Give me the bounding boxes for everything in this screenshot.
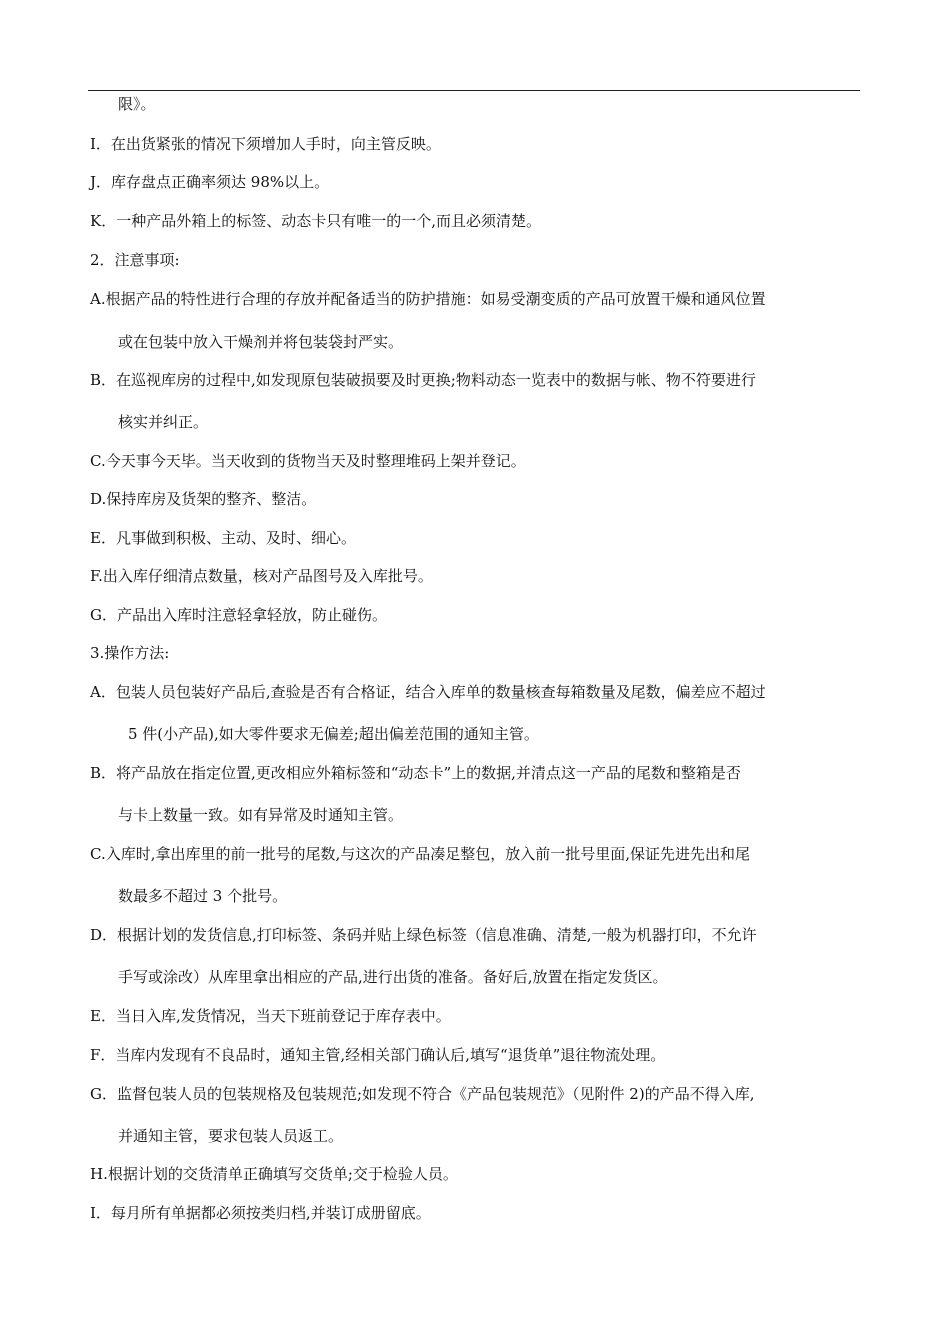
text-line: 与卡上数量一致。如有异常及时通知主管。	[118, 806, 404, 824]
text-line: I．在出货紧张的情况下须增加人手时，向主管反映。	[90, 135, 441, 153]
text-line: G．监督包装人员的包装规格及包装规范;如发现不符合《产品包装规范》（见附件 2)的产品不得入库,	[90, 1085, 755, 1103]
text-line: B．将产品放在指定位置,更改相应外箱标签和“动态卡”上的数据,并清点这一产品的尾数和整箱是否	[90, 764, 741, 782]
text-line: 或在包装中放入干燥剂并将包装袋封严实。	[118, 333, 404, 351]
text-line: J．库存盘点正确率须达 98%以上。	[90, 173, 330, 191]
text-line: 5 件(小产品),如大零件要求无偏差;超出偏差范围的通知主管。	[128, 725, 539, 743]
text-line: C.今天事今天毕。当天收到的货物当天及时整理堆码上架并登记。	[90, 452, 526, 470]
text-line: K．一种产品外箱上的标签、动态卡只有唯一的一个,而且必须清楚。	[90, 212, 541, 230]
text-line: 数最多不超过 3 个批号。	[118, 887, 288, 905]
text-line: F.出入库仔细清点数量，核对产品图号及入库批号。	[90, 567, 433, 585]
section-heading: 2．注意事项:	[90, 251, 180, 269]
text-line: 限》。	[118, 95, 156, 113]
header-rule	[88, 90, 860, 91]
section-heading: 3.操作方法:	[90, 644, 170, 662]
text-line: I．每月所有单据都必须按类归档,并装订成册留底。	[90, 1204, 431, 1222]
text-line: B．在巡视库房的过程中,如发现原包装破损要及时更换;物料动态一览表中的数据与帐、物不符要进行	[90, 371, 756, 389]
text-line: H.根据计划的交货清单正确填写交货单;交于检验人员。	[90, 1165, 458, 1183]
text-line: 手写或涂改）从库里拿出相应的产品,进行出货的准备。备好后,放置在指定发货区。	[118, 968, 668, 986]
text-line: 核实并纠正。	[118, 413, 209, 431]
text-line: E．当日入库,发货情况，当天下班前登记于库存表中。	[90, 1007, 451, 1025]
text-line: C.入库时,拿出库里的前一批号的尾数,与这次的产品凑足整包，放入前一批号里面,保证先进先出和尾	[90, 845, 751, 863]
text-line: D．根据计划的发货信息,打印标签、条码并贴上绿色标签（信息准确、清楚,一般为机器打印，不允许	[90, 926, 757, 944]
text-line: D.保持库房及货架的整齐、整洁。	[90, 490, 317, 508]
text-line: 并通知主管，要求包装人员返工。	[118, 1127, 344, 1145]
text-line: F．当库内发现有不良品时，通知主管,经相关部门确认后,填写“退货单”退往物流处理。	[90, 1046, 666, 1064]
text-line: G．产品出入库时注意轻拿轻放，防止碰伤。	[90, 606, 387, 624]
text-line: A.根据产品的特性进行合理的存放并配备适当的防护措施：如易受潮变质的产品可放置干燥和通风位置	[90, 290, 766, 308]
text-line: E．凡事做到积极、主动、及时、细心。	[90, 529, 356, 547]
text-line: A．包装人员包装好产品后,查验是否有合格证，结合入库单的数量核查每箱数量及尾数，偏差应不超过	[90, 683, 766, 701]
